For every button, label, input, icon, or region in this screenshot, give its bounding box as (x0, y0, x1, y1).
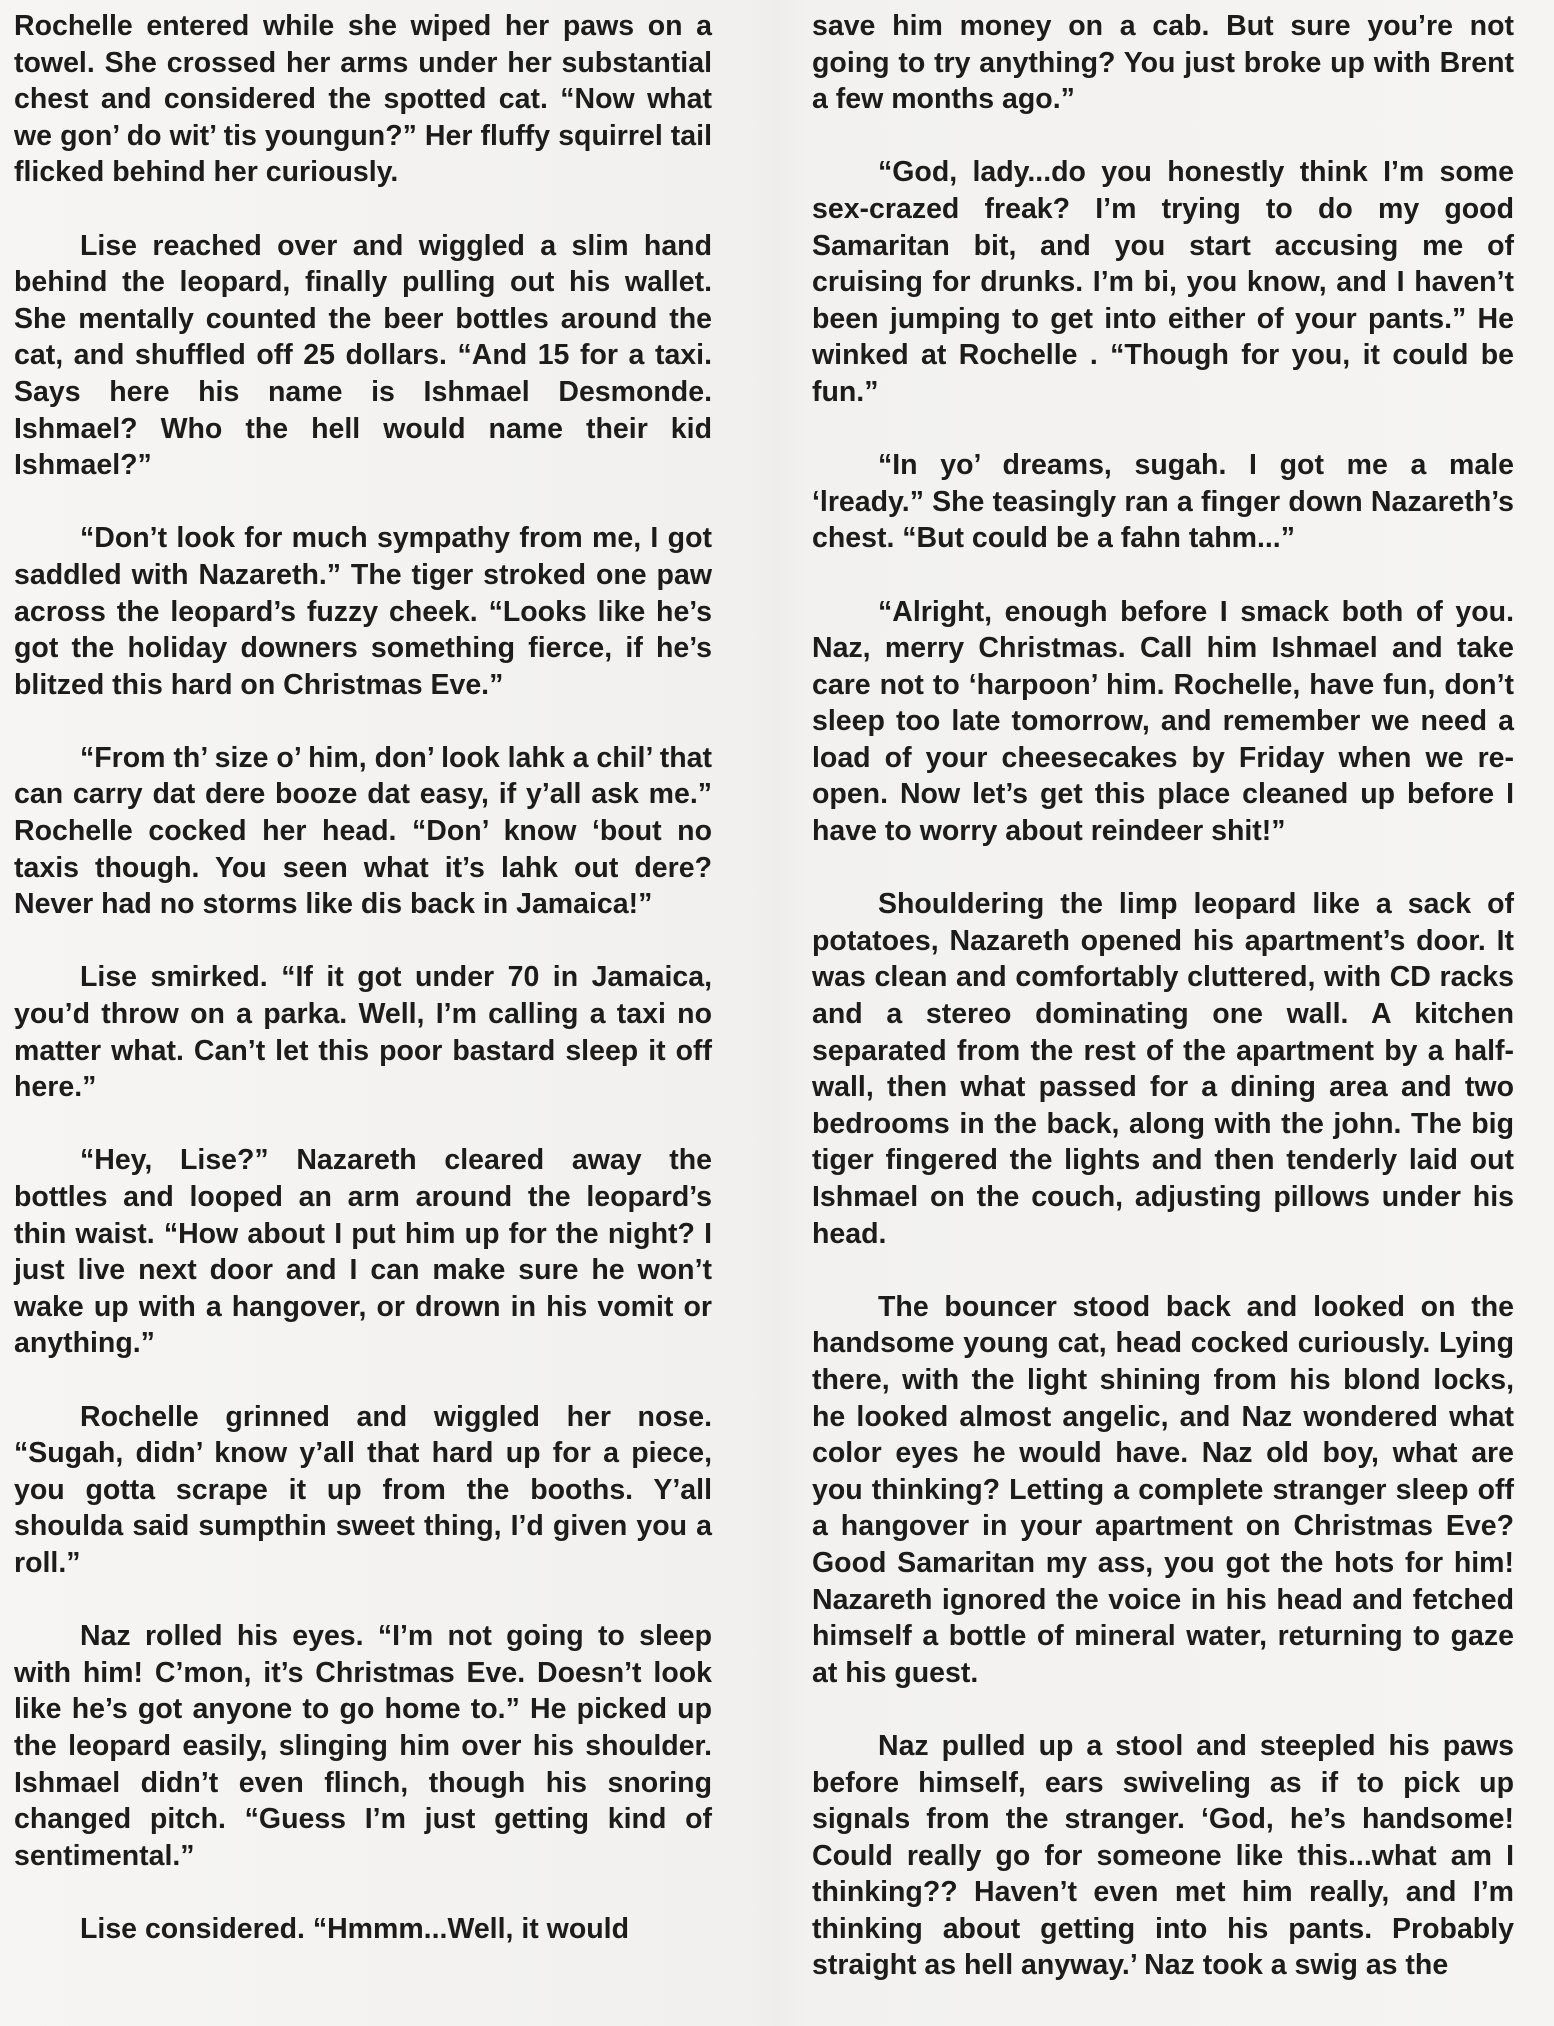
paragraph: “Alright, enough before I smack both of you. Naz, merry Christmas. Call him Ishmael and take care not to ‘harpoon’ him. Rochelle, have fun, don’t sleep too late tomorrow, and remember we need a load of your cheesecakes by Friday when we re-open. Now let’s get this place cleaned up before I have to worry about reindeer shit!” (812, 595, 1514, 848)
paragraph: “In yo’ dreams, sugah. I got me a male ‘lready.” She teasingly ran a finger down Nazareth’s chest. “But could be a fahn tahm...” (812, 449, 1514, 555)
left-text-column (14, 8, 712, 1947)
paragraph: “Hey, Lise?” Nazareth cleared away the bottles and looped an arm around the leopard’s thin waist. “How about I put him up for the night? I just live next door and I can make sure he won’t wake up with a hangover, or drown in his vomit or anything.” (14, 1144, 712, 1360)
paragraph: Shouldering the limp leopard like a sack of potatoes, Nazareth opened his apartment’s door. It was clean and comfortably cluttered, with CD racks and a stereo dominating one wall. A kitchen separated from the rest of the apartment by a half-wall, then what passed for a dining area and two bedrooms in the back, along with the john. The big tiger fingered the lights and then tenderly laid out Ishmael on the couch, adjusting pillows under his head. (812, 888, 1514, 1250)
right-text-column (812, 8, 1514, 1984)
paragraph: “From th’ size o’ him, don’ look lahk a chil’ that can carry dat dere booze dat easy, if y’all ask me.” Rochelle cocked her head. “Don’ know ‘bout no taxis though. You seen what it’s lahk out dere? Never had no storms like dis back in Jamaica!” (14, 741, 712, 921)
paragraph: “God, lady...do you honestly think I’m some sex-crazed freak? I’m trying to do my good Samaritan bit, and you start accusing me of cruising for drunks. I’m bi, you know, and I haven’t been jumping to get into either of your pants.” He winked at Rochelle . “Though for you, it could be fun.” (812, 156, 1514, 408)
paragraph: “Don’t look for much sympathy from me, I got saddled with Nazareth.” The tiger stroked one paw across the leopard’s fuzzy cheek. “Looks like he’s got the holiday downers something fierce, if he’s blitzed this hard on Christmas Eve.” (14, 522, 712, 701)
paragraph: Lise smirked. “If it got under 70 in Jamaica, you’d throw on a parka. Well, I’m calling a taxi no matter what. Can’t let this poor bastard sleep it off here.” (14, 961, 712, 1104)
paragraph: save him money on a cab. But sure you’re not going to try anything? You just broke up with Brent a few months ago.” (812, 10, 1514, 116)
paragraph: Lise considered. “Hmmm...Well, it would (80, 1912, 629, 1945)
paragraph: Rochelle grinned and wiggled her nose. “Sugah, didn’ know y’all that hard up for a piece, you gotta scrape it up from the booths. Y’all shoulda said sumpthin sweet thing, I’d given you a roll.” (14, 1400, 712, 1579)
paragraph: Naz pulled up a stool and steepled his paws before himself, ears swiveling as if to pick up signals from the stranger. ‘God, he’s handsome! Could really go for someone like this...what am I thinking?? Haven’t even met him really, and I’m thinking about getting into his pants. Probably straight as hell anyway.’ Naz took a swig as the (812, 1729, 1514, 1982)
paragraph: Naz rolled his eyes. “I’m not going to sleep with him! C’mon, it’s Christmas Eve. Doesn’t look like he’s got anyone to go home to.” He picked up the leopard easily, slinging him over his shoulder. Ishmael didn’t even flinch, though his snoring changed pitch. “Guess I’m just getting kind of sentimental.” (14, 1620, 712, 1872)
paragraph: Rochelle entered while she wiped her paws on a towel. She crossed her arms under her substantial chest and considered the spotted cat. “Now what we gon’ do wit’ tis youngun?” Her fluffy squirrel tail flicked behind her curiously. (14, 10, 712, 189)
paragraph: The bouncer stood back and looked on the handsome young cat, head cocked curiously. Lying there, with the light shining from his blond locks, he looked almost angelic, and Naz wondered what color eyes he would have. Naz old boy, what are you thinking? Letting a complete stranger sleep off a hangover in your apartment on Christmas Eve? Good Samaritan my ass, you got the hots for him! Nazareth ignored the voice in his head and fetched himself a bottle of mineral water, returning to gaze at his guest. (812, 1290, 1514, 1689)
paragraph: Lise reached over and wiggled a slim hand behind the leopard, finally pulling out his wallet. She mentally counted the beer bottles around the cat, and shuffled off 25 dollars. “And 15 for a taxi. Says here his name is Ishmael Desmonde. Ishmael? Who the hell would name their kid Ishmael?” (14, 229, 712, 482)
